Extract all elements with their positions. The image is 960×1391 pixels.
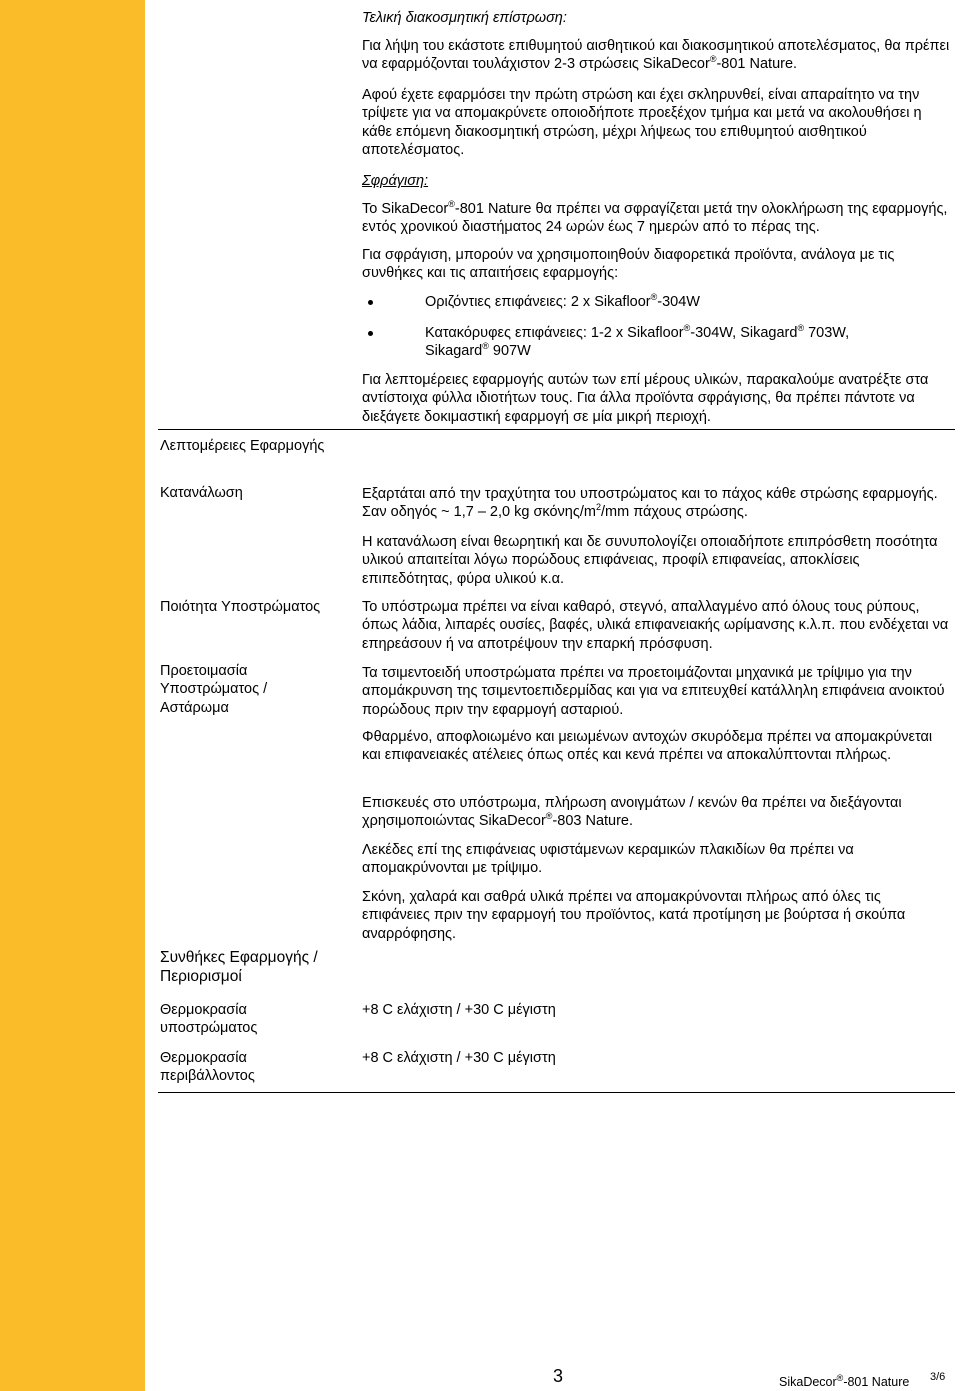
- section-divider: [158, 429, 955, 430]
- sealing-paragraph-1: Το SikaDecor®-801 Nature θα πρέπει να σφραγίζεται μετά την ολοκλήρωση της εφαρμογής, εντός χρονικού διαστήματος 24 ωρών έως 7 ημερών από το πέρας της.: [362, 199, 948, 236]
- bullet-dot: [368, 300, 373, 305]
- footer-product-name: SikaDecor®-801 Nature: [779, 1372, 910, 1389]
- substrate-prep-paragraph-4: Λεκέδες επί της επιφάνειας υφιστάμενων κεραμικών πλακιδίων θα πρέπει να απομακρύνονται με τρίψιμο.: [362, 842, 854, 877]
- label-substrate-preparation: Προετοιμασία Υποστρώματος / Αστάρωμα: [160, 663, 268, 716]
- sealing-bullet-2: Κατακόρυφες επιφάνειες: 1-2 x Sikafloor®-304W, Sikagard® 703W, Sikagard® 907W: [425, 323, 850, 360]
- section-divider: [158, 1092, 955, 1093]
- substrate-temperature-value: +8 C ελάχιστη / +30 C μέγιστη: [362, 1002, 556, 1018]
- page-number: 3: [553, 1366, 564, 1386]
- substrate-prep-paragraph-2: Φθαρμένο, αποφλοιωμένο και μειωμένων αντοχών σκυρόδεμα πρέπει να απομακρύνεται και επιφανειακές ατέλειες όπως οπές και κενά πρέπει να αποκαλύπτονται πλήρως.: [362, 729, 933, 764]
- label-consumption: Κατανάλωση: [160, 485, 243, 501]
- final-coat-paragraph-2: Αφού έχετε εφαρμόσει την πρώτη στρώση και έχει σκληρυνθεί, είναι απαραίτητο να την τρίψετε για να απομακρύνετε οποιοδήποτε προεξέχον τμήμα και μετά να ακολουθήσει η κάθε επόμενη διακοσμητική στρώση, μέχρι λήψεως του επιθυμητού αισθητικού αποτελέσματος.: [362, 87, 922, 159]
- label-ambient-temperature: Θερμοκρασία περιβάλλοντος: [160, 1050, 255, 1085]
- label-substrate-quality: Ποιότητα Υποστρώματος: [160, 599, 321, 615]
- brand-sidebar: [0, 0, 145, 1391]
- final-coat-heading: Τελική διακοσμητική επίστρωση:: [362, 10, 567, 26]
- bullet-dot: [368, 331, 373, 336]
- label-application-details: Λεπτομέρειες Εφαρμογής: [160, 438, 325, 454]
- final-coat-paragraph-1: Για λήψη του εκάστοτε επιθυμητού αισθητικού και διακοσμητικού αποτελέσματος, θα πρέπει να εφαρμόζονται τουλάχιστον 2-3 στρώσεις SikaDecor®-801 Nature.: [362, 38, 950, 73]
- substrate-prep-paragraph-3: Επισκευές στο υπόστρωμα, πλήρωση ανοιγμάτων / κενών θα πρέπει να διεξάγονται χρησιμοποιώντας SikaDecor®-803 Nature.: [362, 795, 902, 830]
- sealing-paragraph-3: Για λεπτομέρειες εφαρμογής αυτών των επί μέρους υλικών, παρακαλούμε ανατρέξτε στα αντίστοιχα φύλλα ιδιοτήτων τους. Για άλλα προϊόντα σφράγισης, θα πρέπει πάντοτε να διεξάγετε δοκιμαστική εφαρμογή σε μία μικρή περιοχή.: [362, 372, 929, 425]
- label-substrate-temperature: Θερμοκρασία υποστρώματος: [160, 1002, 258, 1037]
- sealing-heading: Σφράγιση:: [362, 173, 429, 189]
- substrate-quality-paragraph: Το υπόστρωμα πρέπει να είναι καθαρό, στεγνό, απαλλαγμένο από όλους τους ρύπους, όπως λάδια, λιπαρές ουσίες, βαφές, υλικά επιφανειακής ωρίμανσης κ.λ.π. που ενδέχεται να επηρεάσουν ή να αποτρέψουν την επαρκή πρόσφυση.: [362, 599, 949, 652]
- label-application-conditions: Συνθήκες Εφαρμογής / Περιορισμοί: [160, 949, 318, 985]
- consumption-paragraph-2: Η κατανάλωση είναι θεωρητική και δε συνυπολογίζει οποιαδήποτε επιπρόσθετη ποσότητα υλικού απαιτείται λόγω πορώδους επιφάνειας, προφίλ επιφανείας, αποκλίσεις επιπεδότητας, φύρα υλικού κ.α.: [362, 534, 938, 587]
- substrate-prep-paragraph-1: Τα τσιμεντοειδή υποστρώματα πρέπει να προετοιμάζονται μηχανικά με τρίψιμο για την απομάκρυνση της τσιμεντοεπιδερμίδας και για να επιτευχθεί κατάλληλη επιφάνεια ανοικτού πορώδους πριν την εφαρμογή ασταριού.: [362, 665, 945, 718]
- substrate-prep-paragraph-5: Σκόνη, χαλαρά και σαθρά υλικά πρέπει να απομακρύνονται πλήρως από όλες τις επιφάνειες πριν την εφαρμογή του προϊόντος, κατά προτίμηση με βούρτσα ή σκούπα αναρρόφησης.: [362, 889, 906, 942]
- footer-page-of: 3/6: [930, 1371, 946, 1383]
- sealing-paragraph-2: Για σφράγιση, μπορούν να χρησιμοποιηθούν διαφορετικά προϊόντα, ανάλογα με τις συνθήκες και τις απαιτήσεις εφαρμογής:: [362, 247, 895, 282]
- consumption-paragraph-1: Εξαρτάται από την τραχύτητα του υποστρώματος και το πάχος κάθε στρώσης εφαρμογής. Σαν οδηγός ~ 1,7 – 2,0 kg σκόνης/$m^2/mm$ πάχους στρώσης.: [362, 486, 938, 521]
- ambient-temperature-value: +8 C ελάχιστη / +30 C μέγιστη: [362, 1050, 556, 1066]
- sealing-bullet-1: Οριζόντιες επιφάνειες: 2 x Sikafloor®-304W: [425, 292, 700, 310]
